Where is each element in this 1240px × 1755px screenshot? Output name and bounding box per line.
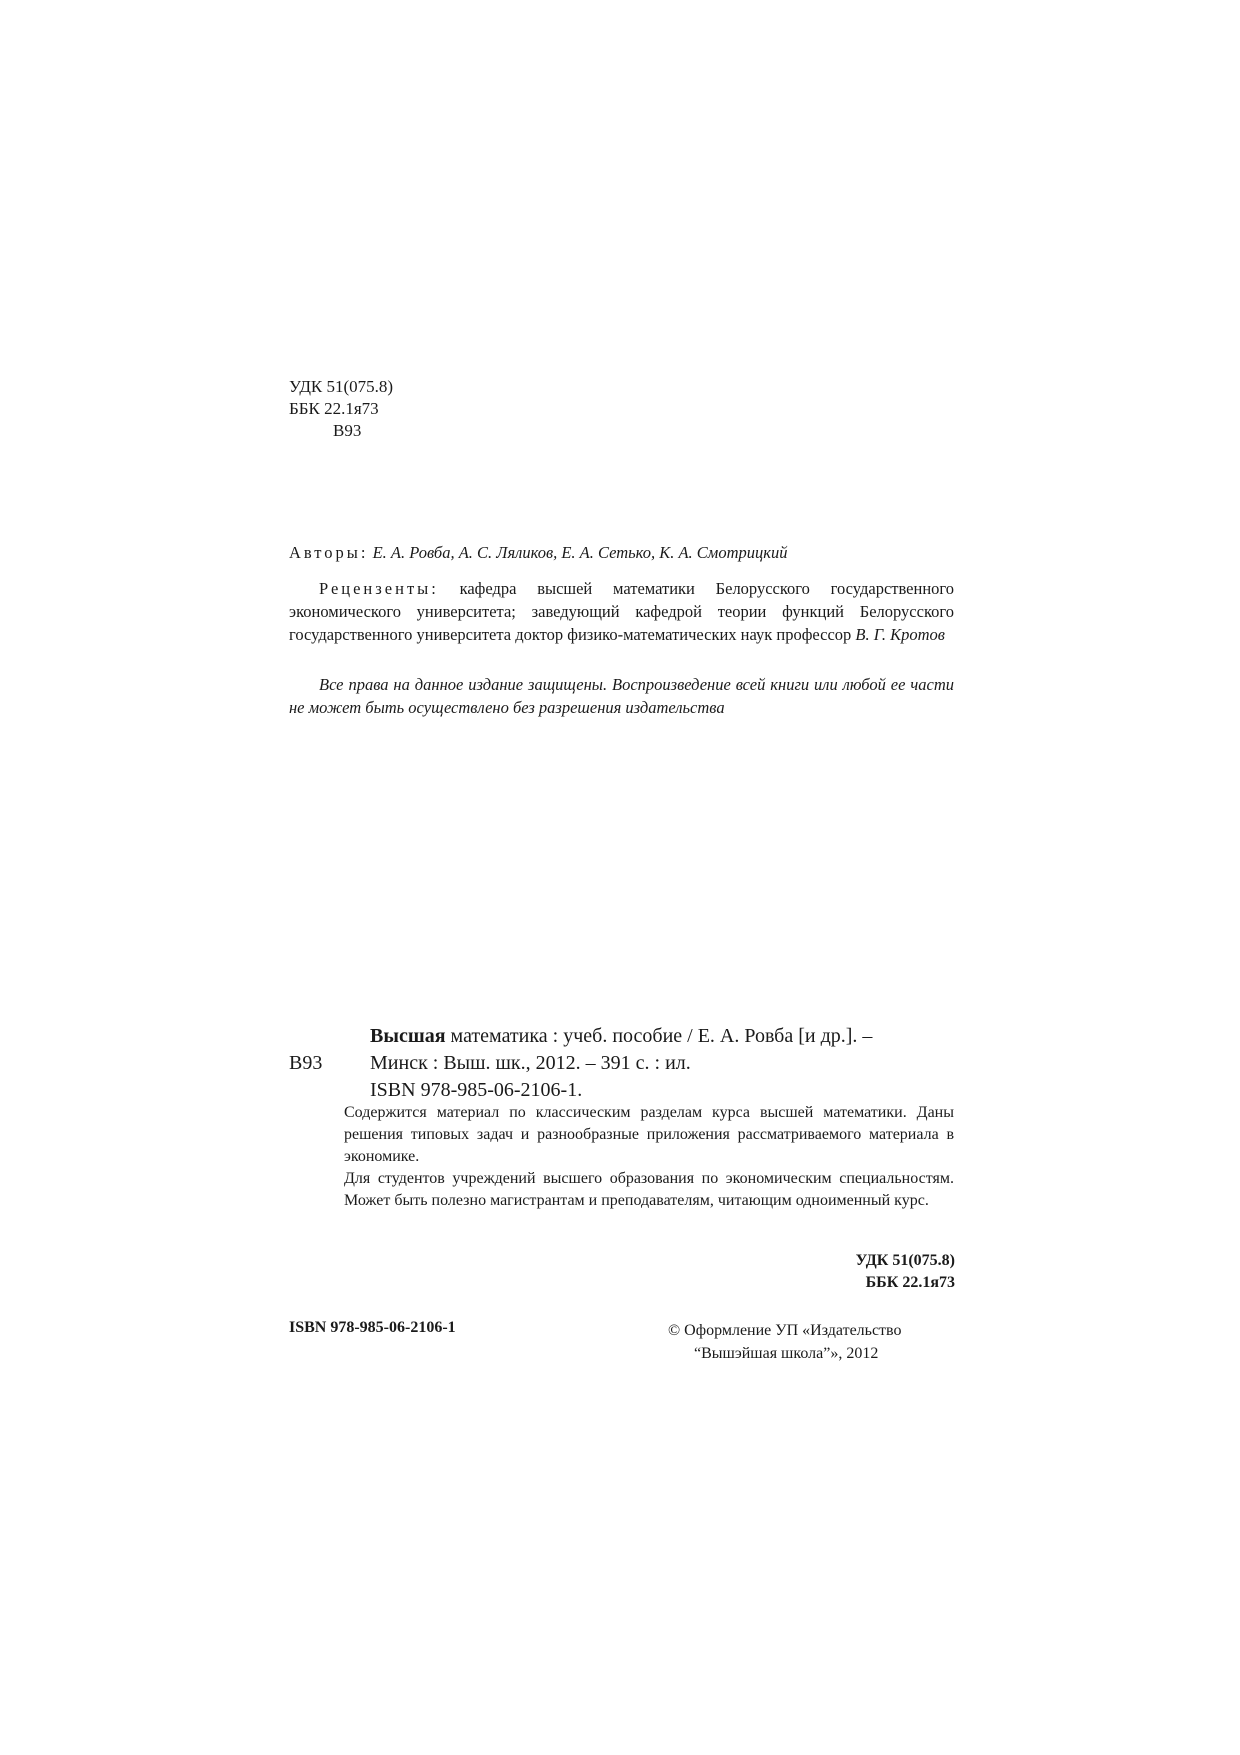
book-title-rest: математика : учеб. пособие / Е. А. Ровба [и др.]. – [445,1025,873,1047]
rights-notice: Все права на данное издание защищены. Воспроизведение всей книги или любой ее части не может быть осуществлено без разрешения издательства [289,675,954,717]
reviewers-text: кафедра высшей математики Белорусского государственного экономического университета; заведующий кафедрой теории функций Белорусского государственного университета доктор физико-математических наук профессор [289,579,955,644]
reviewers-label: Рецензенты: [319,579,439,598]
authors-label: Авторы: [289,543,369,562]
udk-code: УДК 51(075.8) [289,377,394,396]
author-mark: В93 [333,421,362,440]
bbk-code: ББК 22.1я73 [289,399,379,418]
reviewer-name: В. Г. Кротов [855,625,945,644]
authors-names: Е. А. Ровба, А. С. Ляликов, Е. А. Сетько, К. А. Смотрицкий [372,543,788,562]
classification-bottom [856,1250,955,1294]
authors-line [289,541,954,564]
copyright-line-1: © Оформление УП «Издательство [668,1322,902,1339]
reviewers-paragraph [289,577,954,646]
bibliographic-author-mark: В93 [289,1052,323,1074]
copyright [668,1319,901,1365]
abstract [344,1102,954,1212]
abstract-paragraph-1: Содержится материал по классическим разделам курса высшей математики. Даны решения типовых задач и разнообразные приложения рассматриваемого материала в экономике. [344,1104,954,1165]
isbn: ISBN 978-985-06-2106-1 [289,1319,456,1336]
classification-block [289,376,393,442]
udk-code-bottom: УДК 51(075.8) [855,1252,955,1269]
bbk-code-bottom: ББК 22.1я73 [865,1274,955,1291]
bibliographic-record [289,1023,959,1104]
copyright-line-2: “Вышэйшая школа”», 2012 [694,1345,879,1362]
abstract-paragraph-2: Для студентов учреждений высшего образования по экономическим специальностям. Может быть полезно магистрантам и преподавателям, читающим одноименный курс. [344,1170,954,1209]
publication-info: Минск : Выш. шк., 2012. – 391 с. : ил. [370,1052,691,1074]
book-title-bold: Высшая [370,1025,446,1047]
bibliographic-isbn: ISBN 978-985-06-2106-1. [370,1079,583,1101]
